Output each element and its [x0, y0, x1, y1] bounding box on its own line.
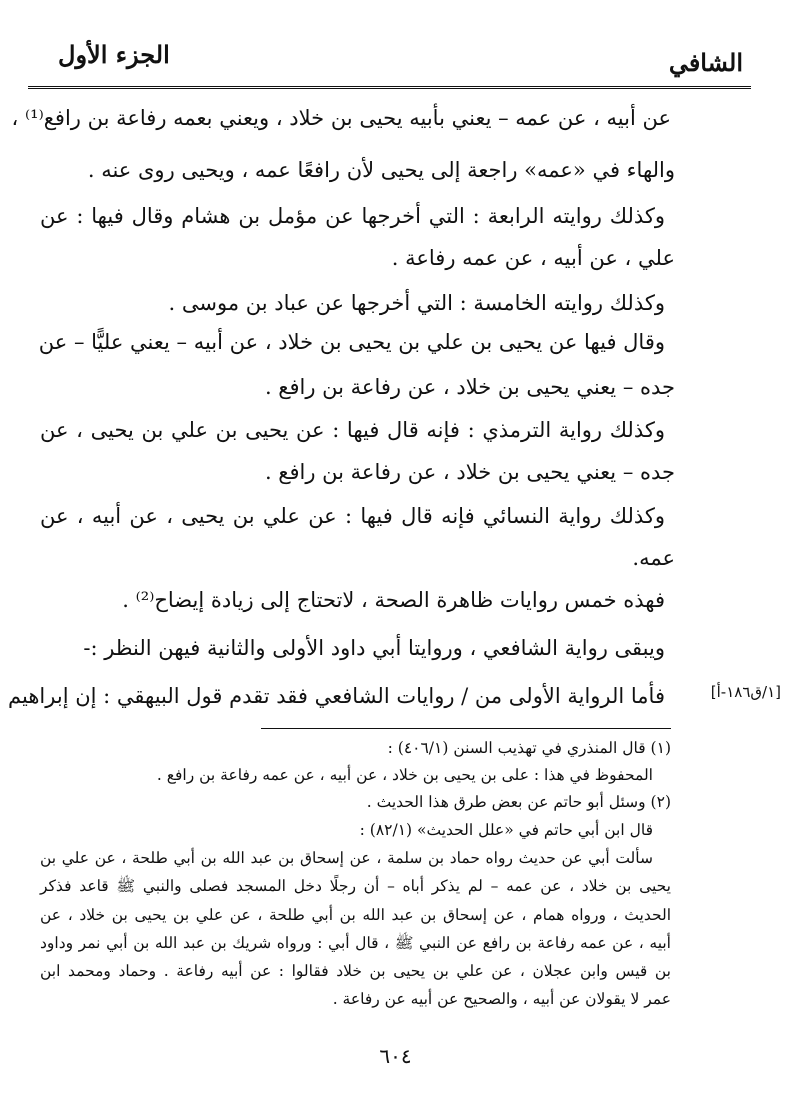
text-line: والهاء في «عمه» راجعة إلى يحيى لأن رافعًا عمه ، ويحيى روى عنه .: [87, 158, 675, 182]
header-rule: [28, 86, 751, 89]
footnote-line: أبيه ، عن عمه رفاعة بن رافع عن النبي ﷺ ، قال أبي : ورواه شريك بن عبد الله بن أبي نمر وداود: [40, 934, 671, 952]
footnote-line: (١) قال المنذري في تهذيب السنن (٤٠٦/١) :: [387, 739, 671, 757]
text-line: فهذه خمس روايات ظاهرة الصحة ، لاتحتاج إلى زيادة إيضاح⁽²⁾ .: [122, 588, 665, 612]
footnote-line: بن قيس وابن عجلان ، عن علي بن يحيى بن خلاد فقالوا : عن أبيه رفاعة . وحماد ومحمد ابن: [40, 962, 671, 980]
footnote-line: قال ابن أبي حاتم في «علل الحديث» (٨٢/١) :: [359, 821, 653, 839]
footnote-line: عمر لا يقولان عن أبيه ، والصحيح عن أبيه عن رفاعة .: [332, 990, 671, 1008]
text-line: وكذلك روايته الخامسة : التي أخرجها عن عباد بن موسى .: [168, 291, 665, 315]
footnote-rule: [261, 728, 671, 729]
book-title: الشافي: [668, 48, 743, 77]
text-line: جده – يعني يحيى بن خلاد ، عن رفاعة بن رافع .: [264, 375, 675, 399]
text-line: وكذلك رواية الترمذي : فإنه قال فيها : عن يحيى بن علي بن يحيى ، عن: [40, 418, 665, 442]
text-line: وكذلك روايته الرابعة : التي أخرجها عن مؤمل بن هشام وقال فيها : عن: [40, 204, 665, 228]
text-line: ويبقى رواية الشافعي ، وروايتا أبي داود الأولى والثانية فيهن النظر :-: [83, 636, 665, 660]
text-line: جده – يعني يحيى بن خلاد ، عن رفاعة بن رافع .: [264, 460, 675, 484]
part-label: الجزء الأول: [58, 40, 170, 69]
text-line: علي ، عن أبيه ، عن عمه رفاعة .: [391, 246, 675, 270]
text-line: وقال فيها عن يحيى بن علي بن يحيى بن خلاد ، عن أبيه – يعني عليًّا – عن: [38, 330, 665, 354]
manuscript-folio-note: [١/ق١٨٦-أ]: [710, 683, 781, 701]
text-line: فأما الرواية الأولى من / روايات الشافعي فقد تقدم قول البيهقي : إن إبراهيم: [8, 684, 665, 708]
footnote-line: (٢) وسئل أبو حاتم عن بعض طرق هذا الحديث .: [366, 793, 671, 811]
footnote-line: سألت أبي عن حديث رواه حماد بن سلمة ، عن إسحاق بن عبد الله بن أبي طلحة ، عن علي بن: [40, 849, 653, 867]
footnote-line: الحديث ، ورواه همام ، عن إسحاق بن عبد الله بن أبي طلحة ، عن علي بن يحيى بن خلاد ، عن: [40, 906, 671, 924]
page-number: ٦٠٤: [379, 1044, 412, 1068]
text-line: عن أبيه ، عن عمه – يعني بأبيه يحيى بن خلاد ، ويعني بعمه رفاعة بن رافع⁽¹⁾ ،: [11, 106, 671, 130]
footnote-line: المحفوظ في هذا : على بن يحيى بن خلاد ، عن أبيه ، عن عمه رفاعة بن رافع .: [156, 766, 653, 784]
footnote-line: يحيى بن خلاد ، عن عمه – لم يذكر أباه – أن رجلًا دخل المسجد فصلى والنبي ﷺ قاعد فذكر: [40, 877, 671, 895]
text-line: عمه.: [632, 546, 675, 570]
text-line: وكذلك رواية النسائي فإنه قال فيها : عن علي بن يحيى ، عن أبيه ، عن: [40, 504, 665, 528]
